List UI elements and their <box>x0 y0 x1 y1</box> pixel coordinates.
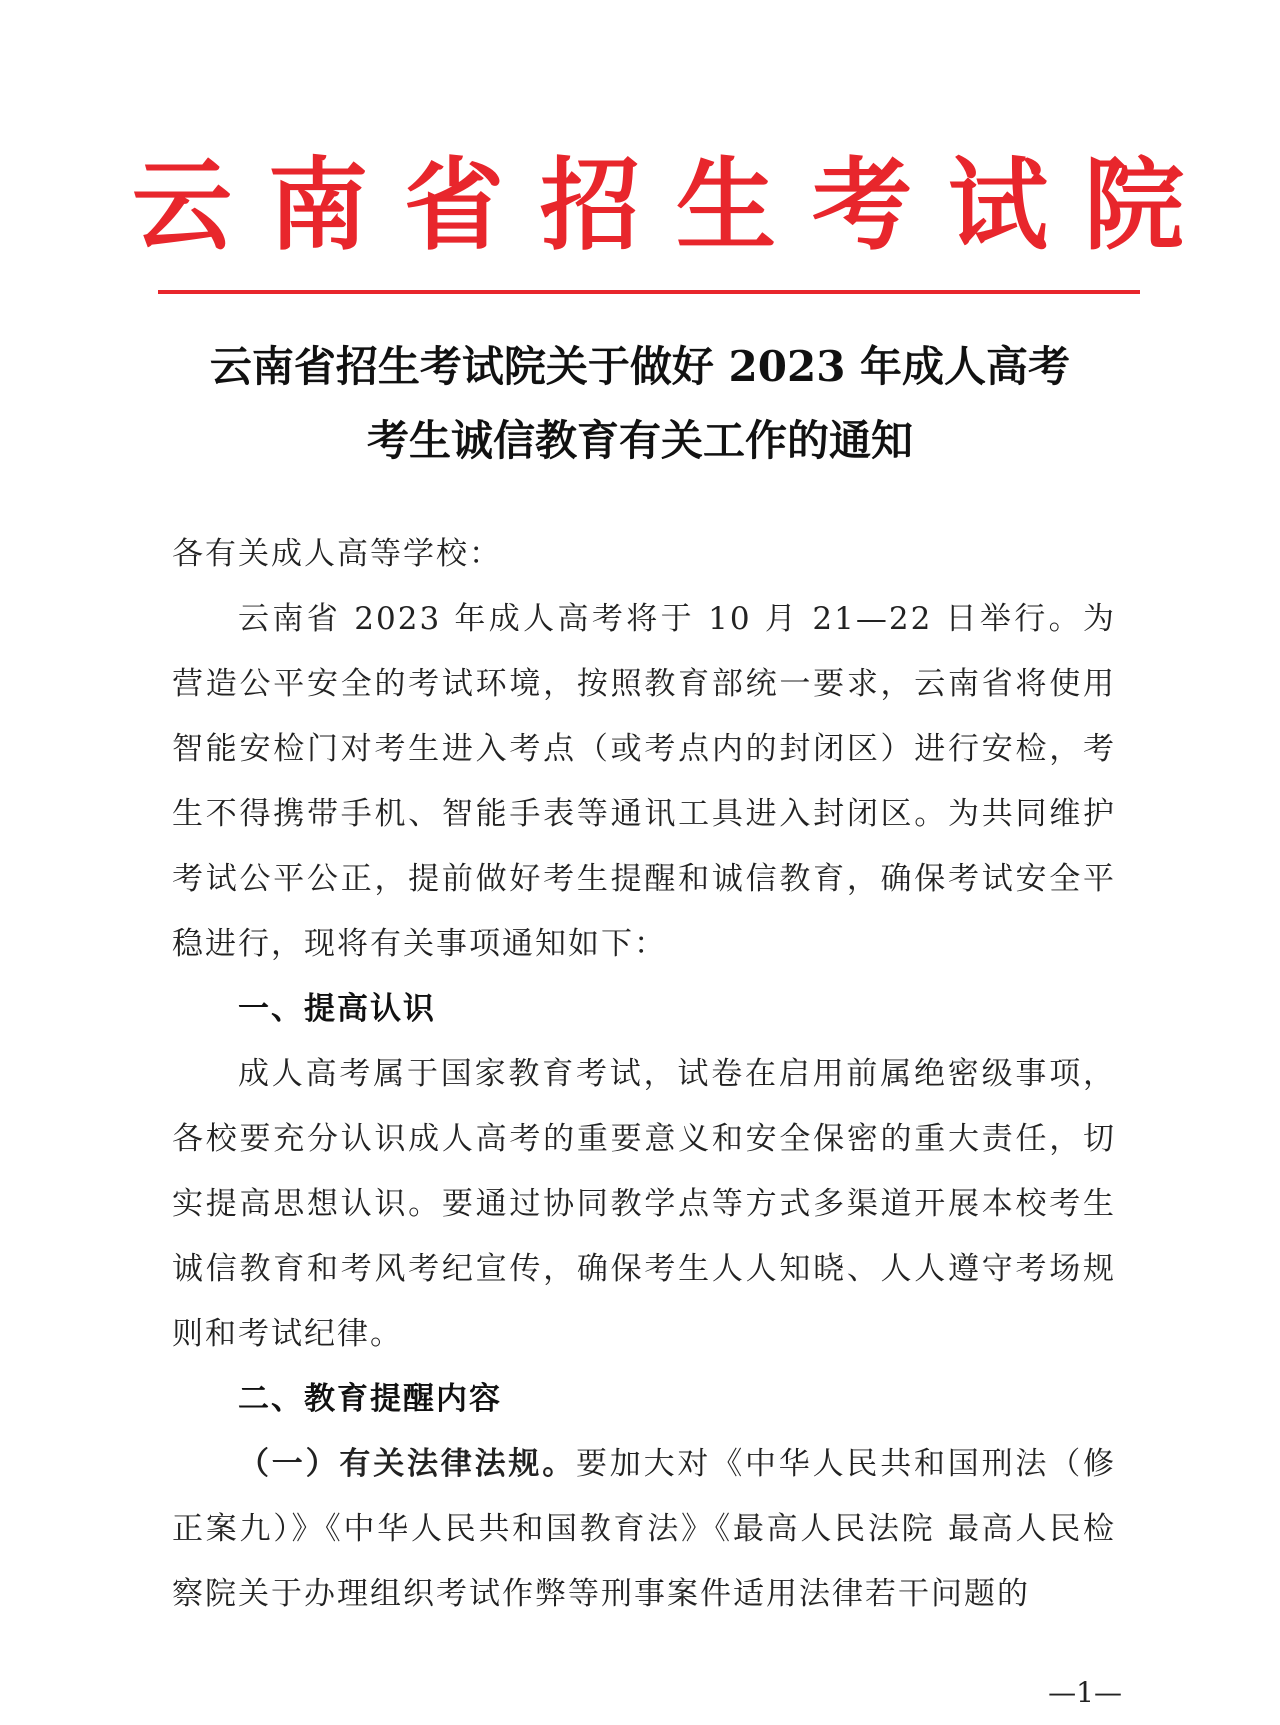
subsection-1-text: 要加大对《中华人民共和国刑法（修正案九）》《中华人民共和国教育法》《最高人民法院 最高人民检察院关于办理组织考试作弊等刑事案件适用法律若干问题的 <box>172 1446 1116 1612</box>
document-body <box>172 522 1116 1627</box>
masthead-org-name: 云南省招生考试院 <box>132 146 1220 264</box>
section-2-heading: 二、教育提醒内容 <box>238 1381 502 1417</box>
page-number: —1— <box>1048 1676 1122 1709</box>
subsection-1-label: （一）有关法律法规。 <box>238 1446 576 1482</box>
intro-paragraph: 云南省 2023 年成人高考将于 10 月 21—22 日举行。为营造公平安全的考试环境，按照教育部统一要求，云南省将使用智能安检门对考生进入考点（或考点内的封闭区）进行安检，考生不得携带手机、智能手表等通讯工具进入封闭区。为共同维护考试公平公正，提前做好考生提醒和诚信教育，确保考试安全平稳进行，现将有关事项通知如下： <box>172 601 1116 962</box>
section-1-paragraph: 成人高考属于国家教育考试，试卷在启用前属绝密级事项，各校要充分认识成人高考的重要意义和安全保密的重大责任，切实提高思想认识。要通过协同教学点等方式多渠道开展本校考生诚信教育和考风考纪宣传，确保考生人人知晓、人人遵守考场规则和考试纪律。 <box>172 1056 1116 1352</box>
title-line-2: 考生诚信教育有关工作的通知 <box>366 416 913 465</box>
title-line-1: 云南省招生考试院关于做好 2023 年成人高考 <box>209 342 1071 391</box>
salutation: 各有关成人高等学校： <box>172 536 502 572</box>
document-title <box>140 330 1140 478</box>
section-2-subsection-1 <box>172 1432 1116 1627</box>
masthead-red-rule <box>158 290 1140 294</box>
section-1-heading: 一、提高认识 <box>238 991 436 1027</box>
